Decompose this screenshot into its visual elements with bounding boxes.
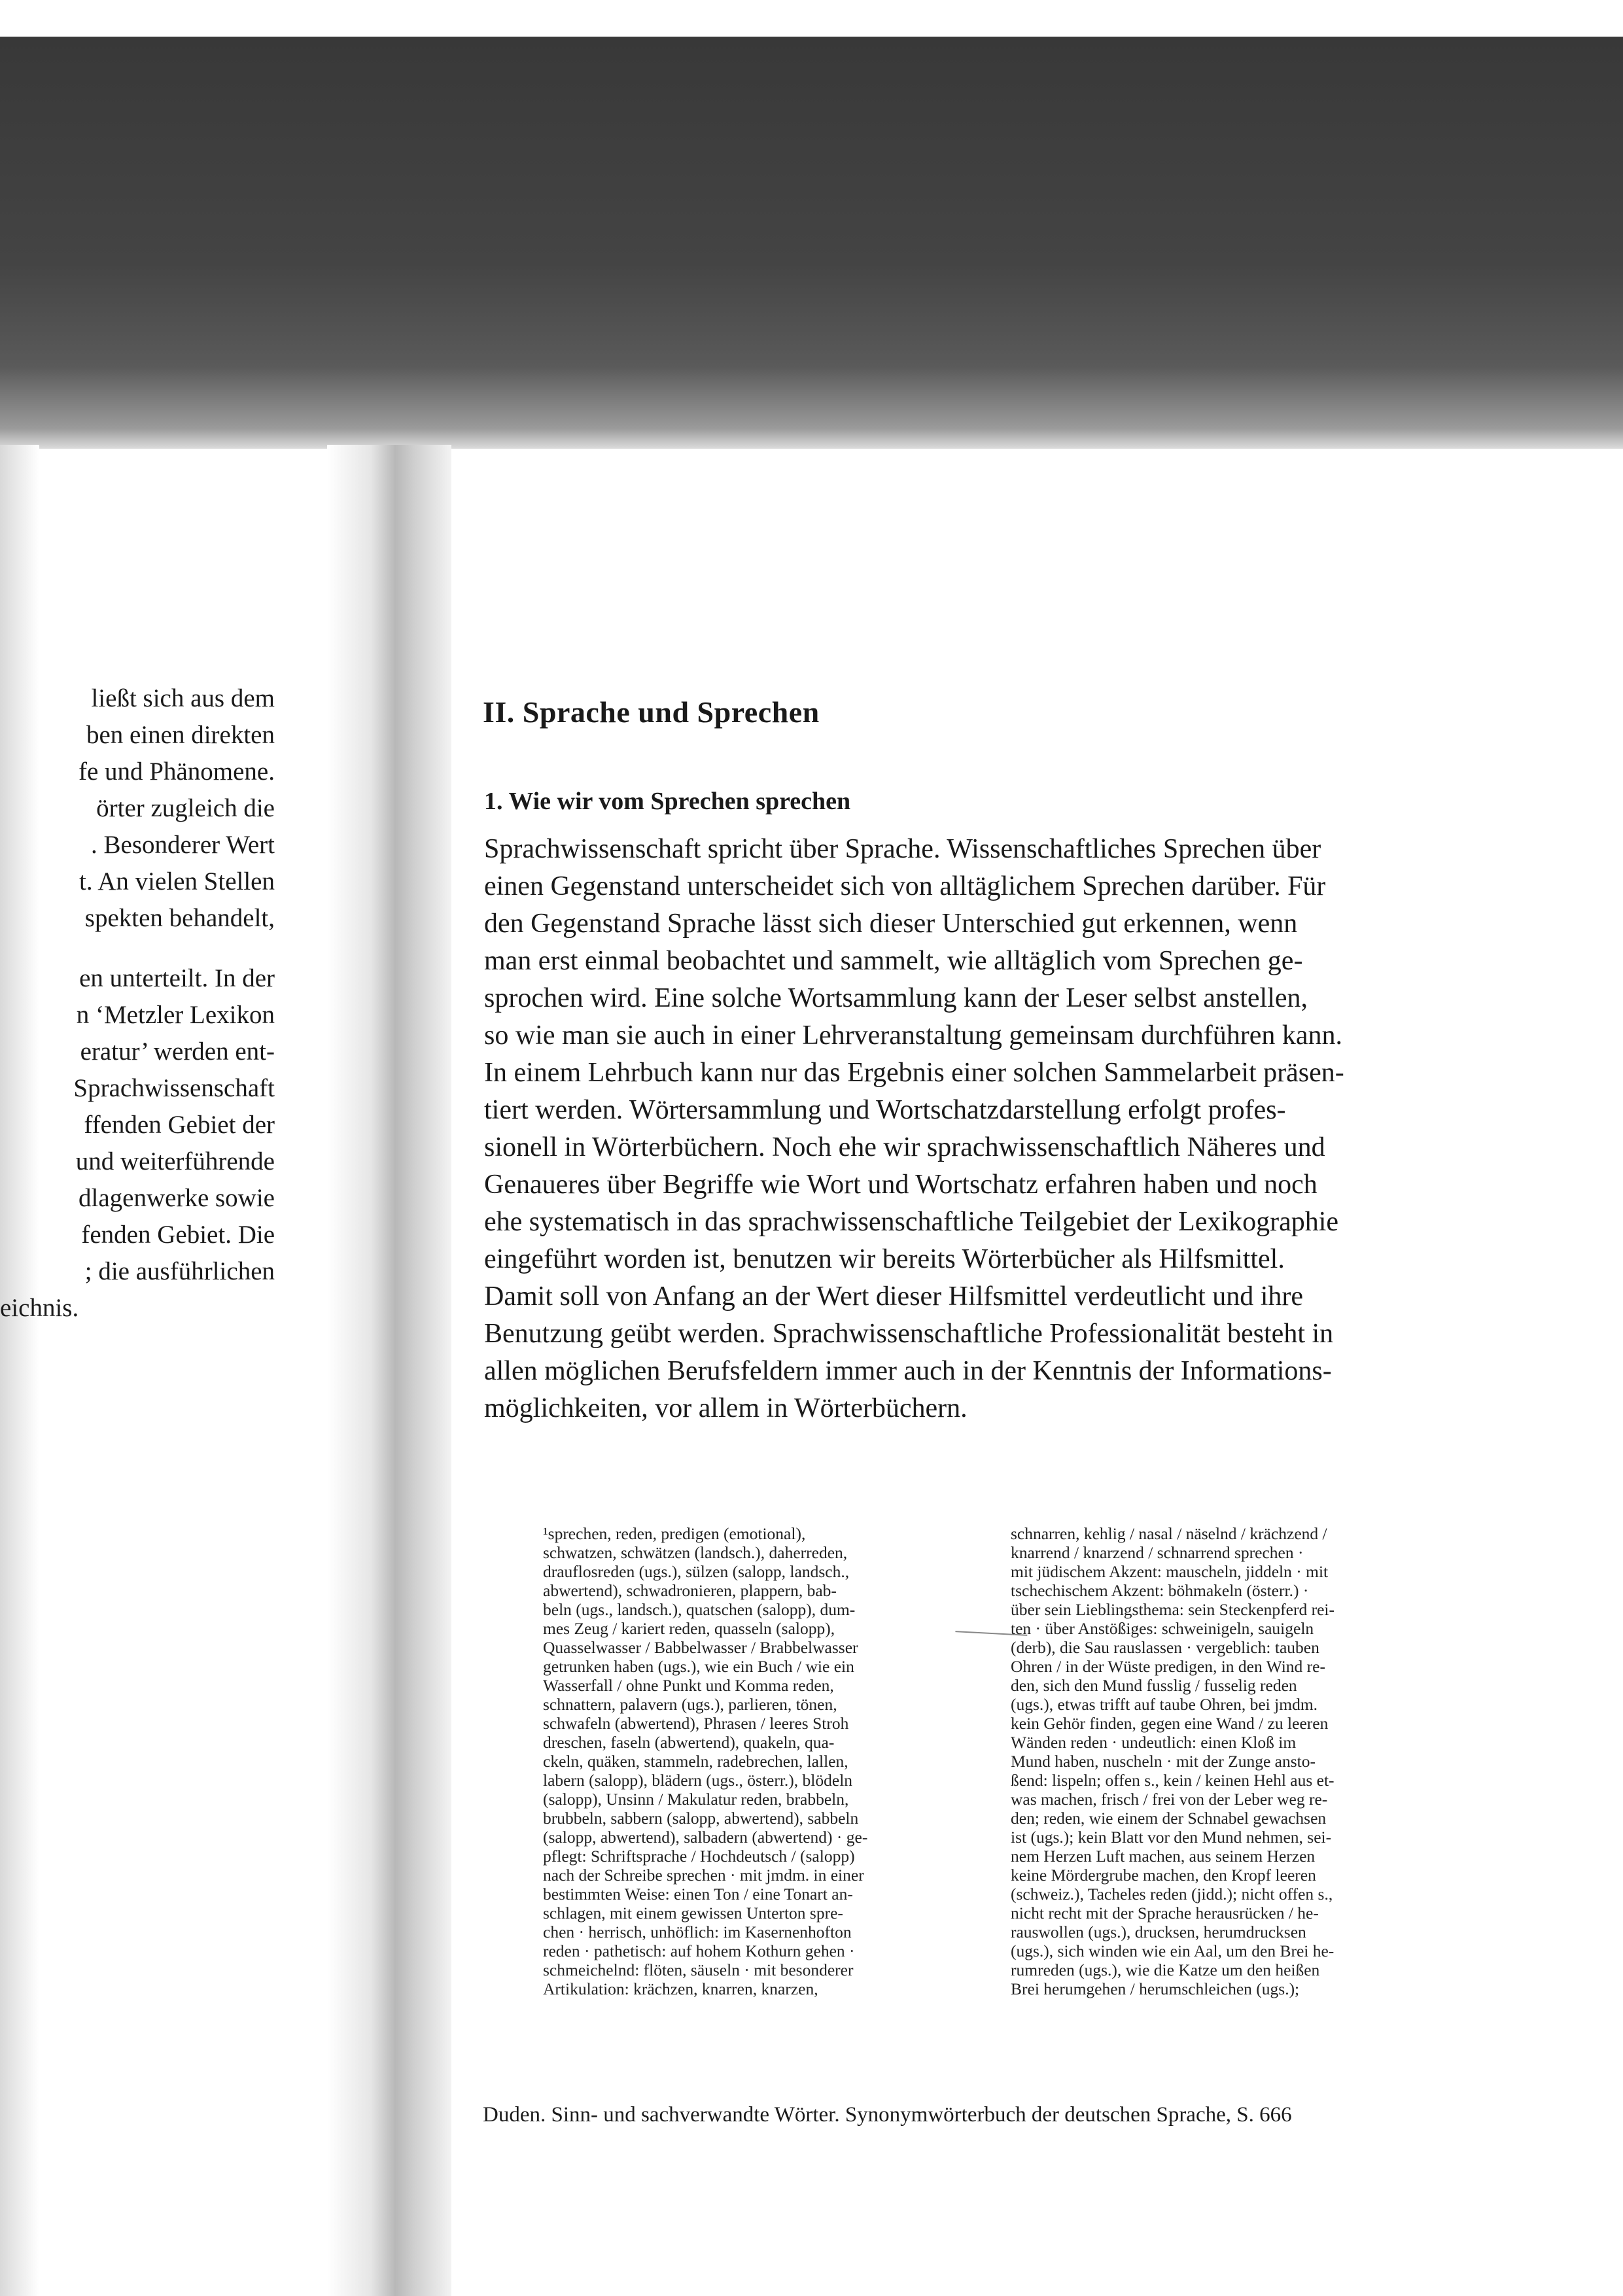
dict-line: ist (ugs.); kein Blatt vor den Mund nehmen, sei- [1011,1828,1332,1847]
dict-line: getrunken haben (ugs.), wie ein Buch / wie ein [543,1657,854,1676]
body-line: Genaueres über Begriffe wie Wort und Wortschatz erfahren haben und noch [484,1170,1318,1200]
dict-line: Wänden reden · undeutlich: einen Kloß im [1011,1733,1297,1752]
dict-line: Artikulation: krächzen, knarren, knarzen, [543,1979,818,1998]
dict-line: kein Gehör finden, gegen eine Wand / zu leeren [1011,1714,1329,1733]
dict-line: chen · herrisch, unhöflich: im Kasernenhofton [543,1922,852,1941]
left-line: ; die ausführlichen [84,1257,275,1285]
dict-line: drauflosreden (ugs.), sülzen (salopp, landsch., [543,1562,850,1581]
dict-line: bestimmten Weise: einen Ton / eine Tonart an- [543,1885,853,1904]
left-line: en unterteilt. In der [79,964,275,992]
dict-line: nem Herzen Luft machen, aus seinem Herzen [1011,1847,1316,1866]
book-spine-shadow [327,445,451,2296]
body-line: eingeführt worden ist, benutzen wir bereits Wörterbücher als Hilfsmittel. [484,1244,1285,1274]
scan-shadow-band [0,37,1623,449]
dict-line: schnattern, palavern (ugs.), parlieren, tönen, [543,1695,837,1714]
dict-line: schnarren, kehlig / nasal / näselnd / krächzend / [1011,1524,1327,1543]
body-line: In einem Lehrbuch kann nur das Ergebnis einer solchen Sammelarbeit präsen- [484,1058,1344,1088]
dict-line: den; reden, wie einem der Schnabel gewachsen [1011,1809,1327,1828]
page-top-margin [0,0,1623,39]
left-line: und weiterführende [75,1147,275,1175]
dict-line: schwafeln (abwertend), Phrasen / leeres Stroh [543,1714,849,1733]
dict-line: ¹sprechen, reden, predigen (emotional), [543,1524,806,1543]
dict-line: mes Zeug / kariert reden, quasseln (salopp), [543,1619,835,1638]
left-line: eichnis. [0,1294,79,1322]
body-paragraph [484,831,1465,1427]
dict-line: ckeln, quäken, stammeln, radebrechen, lallen, [543,1752,848,1771]
dict-line: schmeichelnd: flöten, säuseln · mit besonderer [543,1960,854,1979]
dict-line: tschechischem Akzent: böhmakeln (österr.) · [1011,1581,1309,1600]
left-line: örter zugleich die [96,794,275,822]
chapter-title: II. Sprache und Sprechen [483,695,820,729]
dict-line: abwertend), schwadronieren, plappern, bab- [543,1581,837,1600]
dict-line: den, sich den Mund fusslig / fusselig reden [1011,1676,1297,1695]
dict-line: (schweiz.), Tacheles reden (jidd.); nicht offen s., [1011,1885,1333,1904]
dict-line: ten · über Anstößiges: schweinigeln, sauigeln [1011,1619,1314,1638]
dict-line: nach der Schreibe sprechen · mit jmdm. in einer [543,1866,864,1885]
body-line: ehe systematisch in das sprachwissenschaftliche Teilgebiet der Lexikographie [484,1207,1339,1237]
body-line: so wie man sie auch in einer Lehrveranstaltung gemeinsam durchführen kann. [484,1020,1343,1051]
dict-line: reden · pathetisch: auf hohem Kothurn gehen · [543,1941,855,1960]
body-line: Damit soll von Anfang an der Wert dieser Hilfsmittel verdeutlicht und ihre [484,1281,1304,1312]
body-line: tiert werden. Wörtersammlung und Wortschatzdarstellung erfolgt profes- [484,1095,1286,1125]
dict-line: pflegt: Schriftsprache / Hochdeutsch / (salopp) [543,1847,855,1866]
left-line: n ‘Metzler Lexikon [76,1001,275,1029]
dictionary-excerpt-left [543,1524,994,1998]
body-line: sionell in Wörterbüchern. Noch ehe wir sprachwissenschaftlich Näheres und [484,1132,1325,1162]
dict-line: (salopp, abwertend), salbadern (abwertend) · ge- [543,1828,868,1847]
left-line: t. An vielen Stellen [79,867,275,896]
body-line: Benutzung geübt werden. Sprachwissenschaftliche Professionalität besteht in [484,1319,1334,1349]
dict-line: über sein Lieblingsthema: sein Steckenpferd rei- [1011,1600,1335,1619]
dict-line: schwatzen, schwätzen (landsch.), daherreden, [543,1543,848,1562]
left-line: ffenden Gebiet der [84,1111,275,1139]
left-line: fe und Phänomene. [78,757,275,786]
left-line: dlagenwerke sowie [79,1184,275,1212]
dict-line: Wasserfall / ohne Punkt und Komma reden, [543,1676,834,1695]
left-page-text [0,680,275,1327]
dict-line: Mund haben, nuscheln · mit der Zunge ansto- [1011,1752,1316,1771]
dict-line: schlagen, mit einem gewissen Unterton spre- [543,1904,843,1922]
dictionary-excerpt-right [1011,1524,1462,1998]
dict-line: rumreden (ugs.), wie die Katze um den heißen [1011,1960,1320,1979]
left-line: ben einen direkten [86,721,275,749]
body-line: sprochen wird. Eine solche Wortsammlung kann der Leser selbst anstellen, [484,983,1308,1013]
dict-line: was machen, frisch / frei von der Leber weg re- [1011,1790,1328,1809]
body-line: möglichkeiten, vor allem in Wörterbüchern. [484,1393,968,1423]
body-line: allen möglichen Berufsfeldern immer auch in der Kenntnis der Informations- [484,1356,1332,1386]
dict-line: mit jüdischem Akzent: mauscheln, jiddeln · mit [1011,1562,1329,1581]
dict-line: labern (salopp), blädern (ugs., österr.), blödeln [543,1771,853,1790]
dict-line: dreschen, faseln (abwertend), quakeln, qua- [543,1733,835,1752]
dict-line: brubbeln, sabbern (salopp, abwertend), sabbeln [543,1809,859,1828]
dict-line: knarrend / knarzend / schnarrend sprechen · [1011,1543,1304,1562]
left-line: Sprachwissenschaft [73,1074,275,1102]
left-line: . Besonderer Wert [91,831,275,859]
section-title: 1. Wie wir vom Sprechen sprechen [484,788,851,815]
dict-line: (ugs.), sich winden wie ein Aal, um den Brei he- [1011,1941,1335,1960]
body-line: Sprachwissenschaft spricht über Sprache. Wissenschaftliches Sprechen über [484,834,1321,864]
body-line: einen Gegenstand unterscheidet sich von alltäglichem Sprechen darüber. Für [484,871,1326,901]
dict-line: beln (ugs., landsch.), quatschen (salopp), dum- [543,1600,856,1619]
body-line: man erst einmal beobachtet und sammelt, wie alltäglich vom Sprechen ge- [484,946,1303,976]
source-caption: Duden. Sinn- und sachverwandte Wörter. Synonymwörterbuch der deutschen Sprache, S. 666 [483,2103,1292,2127]
dict-line: (ugs.), etwas trifft auf taube Ohren, bei jmdm. [1011,1695,1318,1714]
dict-line: rauswollen (ugs.), drucksen, herumdrucksen [1011,1922,1306,1941]
left-line: fenden Gebiet. Die [81,1221,275,1249]
left-line: ließt sich aus dem [91,684,275,712]
dict-line: Quasselwasser / Babbelwasser / Brabbelwasser [543,1638,858,1657]
dict-line: ßend: lispeln; offen s., kein / keinen Hehl aus et- [1011,1771,1335,1790]
dict-line: nicht recht mit der Sprache herausrücken / he- [1011,1904,1319,1922]
dict-line: keine Mördergrube machen, den Kropf leeren [1011,1866,1316,1885]
dict-line: Ohren / in der Wüste predigen, in den Wind re- [1011,1657,1325,1676]
left-line: eratur’ werden ent- [80,1037,275,1066]
left-line: spekten behandelt, [84,904,275,932]
body-line: den Gegenstand Sprache lässt sich dieser Unterschied gut erkennen, wenn [484,909,1298,939]
dict-line: (derb), die Sau rauslassen · vergeblich: tauben [1011,1638,1319,1657]
dict-line: Brei herumgehen / herumschleichen (ugs.); [1011,1979,1300,1998]
dict-line: (salopp), Unsinn / Makulatur reden, brabbeln, [543,1790,849,1809]
